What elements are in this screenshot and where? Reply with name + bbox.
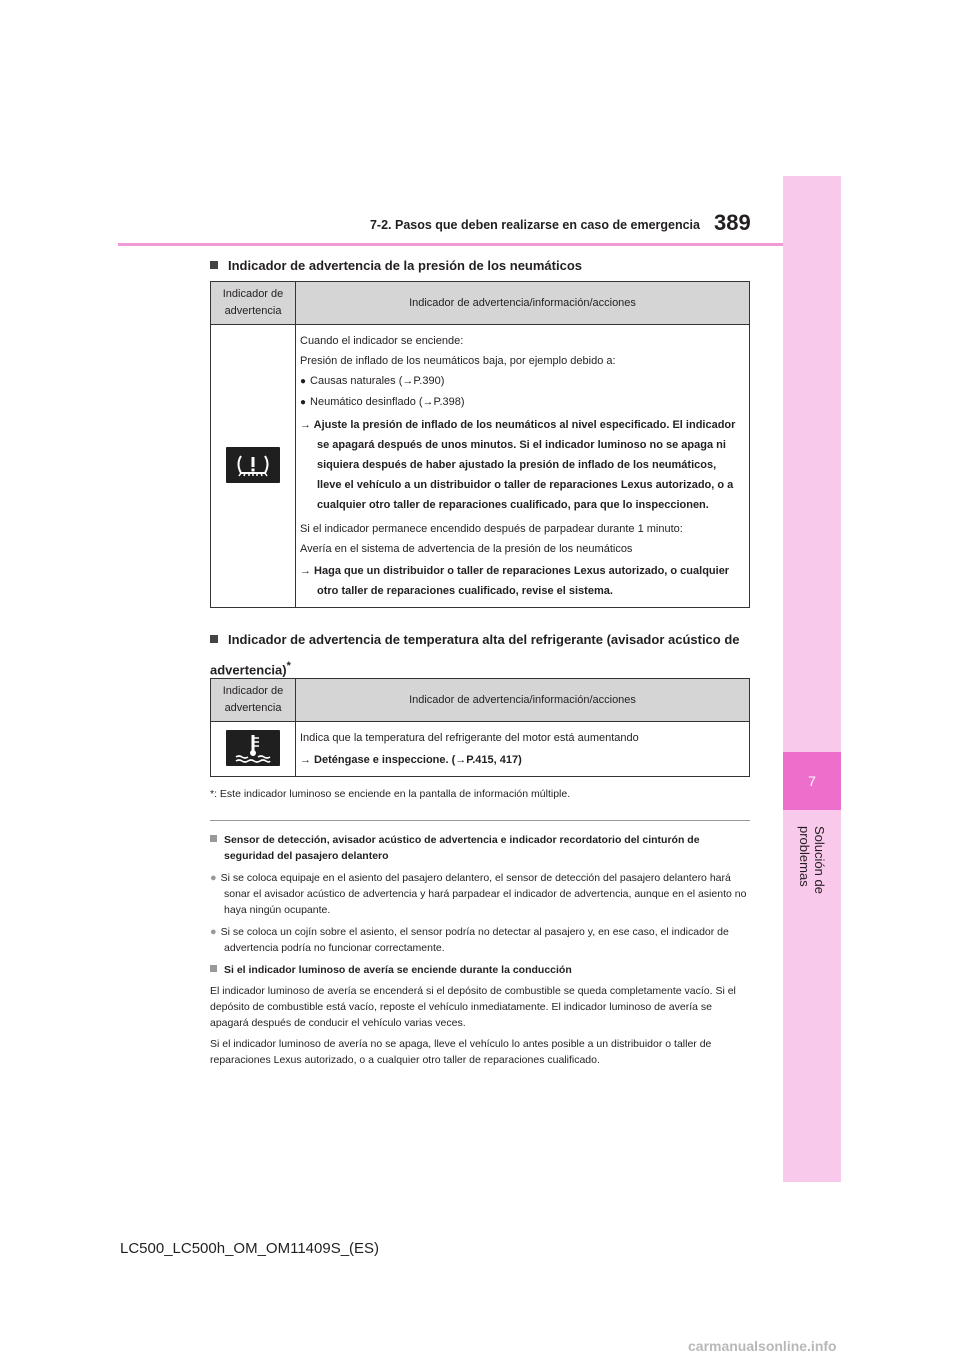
note-paragraph: El indicador luminoso de avería se encenderá si el depósito de combustible se queda completamente vacío. Si el depósito de combustible está vacío, reposte el vehículo inmediatamente. El indicador luminoso de avería se apagará después de conducir el vehículo varias veces.	[210, 985, 736, 1029]
link-bullet[interactable]: ● Neumático desinflado (→P.398)	[300, 392, 743, 413]
section-title: 7-2. Pasos que deben realizarse en caso de emergencia	[369, 218, 700, 232]
note-bullet: ● Si se coloca un cojín sobre el asiento, el sensor podría no detectar al pasajero y, en ese caso, el indicador de advertencia podría no funcionar correctamente.	[210, 924, 750, 956]
divider	[210, 820, 750, 821]
footnote: *: Este indicador luminoso se enciende en la pantalla de información múltiple.	[210, 788, 571, 800]
chapter-number[interactable]: 7	[783, 752, 841, 810]
icon-cell	[211, 722, 296, 777]
icon-cell	[211, 325, 296, 608]
action-text: → Deténgase e inspeccione. (→P.415, 417)	[300, 754, 522, 766]
watermark: carmanualsonline.info	[688, 1338, 837, 1354]
square-bullet-icon	[210, 261, 218, 269]
header-rule	[118, 243, 783, 246]
note-heading: Sensor de detección, avisador acústico de advertencia e indicador recordatorio del cinturón de seguridad del pasajero delantero	[210, 832, 750, 864]
coolant-warning-table	[210, 678, 750, 777]
note-paragraph: Si el indicador luminoso de avería no se apaga, lleve el vehículo lo antes posible a un distribuidor o taller de reparaciones Lexus autorizado, o a cualquier otro taller de reparaciones cualificado.	[210, 1038, 712, 1066]
col-header-actions: Indicador de advertencia/información/acciones	[296, 282, 750, 325]
note-heading: Si el indicador luminoso de avería se enciende durante la conducción	[210, 962, 750, 978]
note-bullet: ● Si se coloca equipaje en el asiento del pasajero delantero, el sensor de detección del pasajero delantero hará sonar el avisador acústico de advertencia y hará parpadear el indicador de advertencia, aunque en el asiento no haya ningún ocupante.	[210, 870, 750, 918]
footnote-mark: *	[286, 660, 291, 672]
text-line: Presión de inflado de los neumáticos baja, por ejemplo debido a:	[300, 355, 616, 367]
actions-cell	[296, 325, 750, 608]
action-text: → Haga que un distribuidor o taller de reparaciones Lexus autorizado, o cualquier otro taller de reparaciones cualificado, revise el sistema.	[300, 565, 730, 597]
col-header-actions: Indicador de advertencia/información/acciones	[296, 679, 750, 722]
text-line: Avería en el sistema de advertencia de la presión de los neumáticos	[300, 543, 633, 555]
action-text: → Ajuste la presión de inflado de los neumáticos al nivel especificado. El indicador se apagará después de unos minutos. Si el indicador luminoso no se apaga ni siquiera después de haber ajustado la presión de inflado de los neumáticos, lleve el vehículo a un distribuidor o taller de reparaciones Lexus autorizado, o a cualquier otro taller de reparaciones cualificado, para que lo inspeccionen.	[300, 419, 736, 511]
link-bullet[interactable]: ● Causas naturales (→P.390)	[300, 371, 743, 392]
chapter-label: Solución de problemas	[797, 826, 827, 894]
col-header-indicator: Indicador de advertencia	[211, 282, 296, 325]
actions-cell	[296, 722, 750, 777]
text-line: Cuando el indicador se enciende:	[300, 335, 464, 347]
square-bullet-icon	[210, 635, 218, 643]
section-heading-tire: Indicador de advertencia de la presión de los neumáticos	[210, 253, 582, 279]
text-line: Si el indicador permanece encendido después de parpadear durante 1 minuto:	[300, 523, 683, 535]
section-heading-coolant: Indicador de advertencia de temperatura alta del refrigerante (avisador acústico de advertencia)*	[210, 632, 740, 678]
tire-warning-table	[210, 281, 750, 608]
document-code: LC500_LC500h_OM_OM11409S_(ES)	[120, 1240, 380, 1257]
page-number: 389	[714, 210, 751, 235]
coolant-temperature-icon	[226, 730, 280, 766]
text-line: Indica que la temperatura del refrigerante del motor está aumentando	[300, 732, 639, 744]
col-header-indicator: Indicador de advertencia	[211, 679, 296, 722]
side-tab	[783, 176, 841, 1182]
tire-pressure-warning-icon	[226, 447, 280, 483]
notes-section	[210, 826, 750, 1068]
